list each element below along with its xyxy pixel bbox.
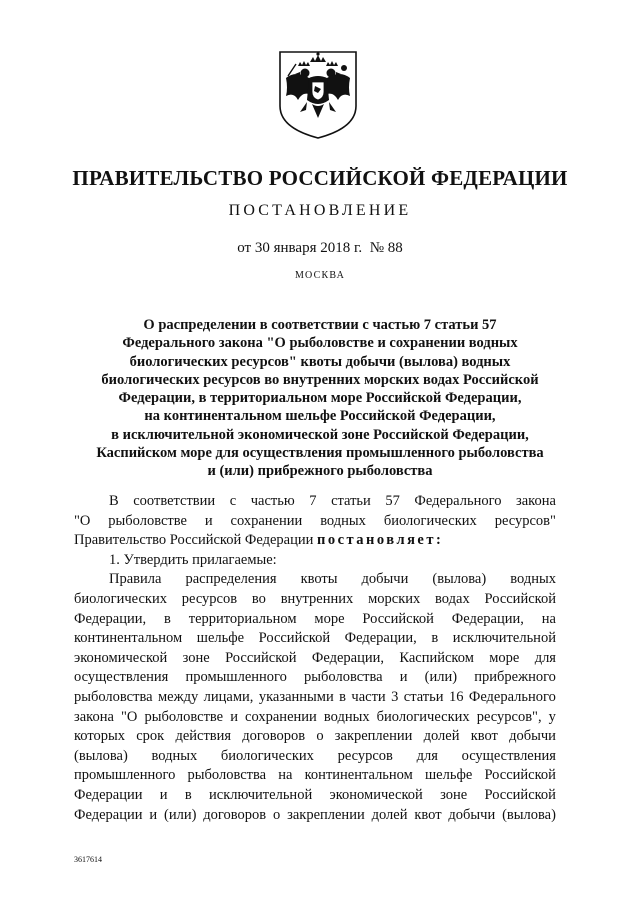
body-line: [74, 551, 556, 571]
word: и: [149, 806, 158, 823]
word: (или): [164, 806, 197, 823]
word: статьи: [403, 688, 444, 705]
word: рыболовства: [187, 767, 267, 784]
word: континентальном: [304, 767, 413, 784]
word: внутренних: [280, 590, 354, 607]
word: закреплении: [287, 806, 365, 823]
word: "О: [74, 512, 91, 529]
word: экономической: [329, 786, 423, 803]
body-line: [74, 649, 556, 669]
subject-line: на континентальном шельфе Российской Федерации,: [144, 408, 496, 425]
body-line: [74, 492, 556, 512]
body-text: Правительство Российской Федерации: [74, 532, 317, 549]
body-line: [74, 570, 556, 590]
word: экономической: [74, 649, 168, 666]
word: биологических: [220, 747, 314, 764]
number-sign: №: [369, 240, 384, 256]
word: соответствии: [133, 493, 216, 509]
word: водных: [510, 571, 556, 588]
word: добычи: [509, 728, 556, 745]
word: долей: [423, 728, 460, 745]
body-line: [74, 531, 556, 551]
word: Федерации,: [311, 649, 384, 666]
body-line: [74, 766, 556, 786]
body-line: [74, 590, 556, 610]
word: осуществления: [461, 747, 556, 764]
word: закона: [74, 708, 114, 725]
word: договоров: [203, 806, 267, 823]
word: биологических: [383, 512, 477, 529]
word: статьи: [331, 493, 371, 509]
word: водах: [435, 590, 470, 607]
word: квоты: [300, 571, 338, 588]
word: водных: [323, 708, 370, 725]
word: на: [278, 767, 293, 784]
word: 16: [448, 688, 464, 705]
word: квот: [470, 728, 498, 745]
word: Федерации,: [74, 610, 147, 627]
document-body: [74, 492, 556, 825]
body-line: [74, 727, 556, 747]
word: 3: [391, 688, 399, 705]
word: и: [204, 512, 213, 529]
body-line: [74, 786, 556, 806]
word: и: [159, 786, 168, 803]
word: море: [489, 649, 520, 666]
word: шельфе: [196, 630, 245, 647]
word: долей: [371, 806, 408, 823]
word: Федерации: [74, 786, 143, 803]
word: во: [251, 590, 266, 607]
word: водных: [320, 512, 366, 529]
word: (или): [424, 669, 458, 686]
word: которых: [74, 728, 126, 745]
body-line: [74, 747, 556, 767]
word: и: [230, 708, 238, 725]
word: закона: [516, 493, 556, 509]
word: Российской: [484, 590, 556, 607]
word: Российской: [225, 649, 297, 666]
body-line: [74, 512, 556, 532]
word: континентальном: [74, 630, 183, 647]
word: лицами,: [203, 688, 254, 705]
word: сохранении: [230, 512, 303, 529]
subject-line: и (или) прибрежного рыболовства: [207, 463, 433, 480]
subject-line: О распределении в соответствии с частью 7 статьи 57: [143, 317, 497, 333]
word: промышленного: [185, 669, 287, 686]
word: в: [339, 688, 346, 705]
word: квот: [414, 806, 442, 823]
word: морских: [368, 590, 421, 607]
word: Каспийском: [399, 649, 474, 666]
word: исключительной: [452, 630, 556, 647]
word: распределения: [185, 571, 277, 588]
word: (вылова): [502, 806, 556, 823]
word: закреплении: [334, 728, 413, 745]
document-type: ПОСТАНОВЛЕНИЕ: [228, 202, 412, 219]
word: частью: [250, 493, 295, 509]
subject-line: Каспийском море для осуществления промышленного рыболовства: [96, 445, 544, 462]
word: ресурсов": [494, 512, 556, 529]
word: между: [157, 688, 199, 705]
subject-line: Федерального закона "О рыболовстве и сохранении водных: [122, 335, 518, 352]
word: рыболовства: [74, 688, 153, 705]
word: (вылова): [74, 747, 128, 764]
word: добычи: [448, 806, 496, 823]
word: ресурсов",: [476, 708, 542, 725]
word: море: [314, 610, 345, 627]
word: территориальном: [188, 610, 297, 627]
word: шельфе: [425, 767, 473, 784]
word: для: [534, 649, 556, 666]
word: в: [184, 786, 192, 803]
word: Федерации,: [344, 630, 417, 647]
word: договоров: [242, 728, 306, 745]
word: Правила: [109, 571, 162, 588]
word: Российской: [484, 786, 556, 803]
word: срок: [136, 728, 165, 745]
word: биологических: [376, 708, 470, 725]
word: 7: [309, 493, 317, 509]
word: и: [399, 669, 408, 686]
word: о: [272, 806, 281, 823]
government-name: ПРАВИТЕЛЬСТВО РОССИЙСКОЙ ФЕДЕРАЦИИ: [72, 166, 568, 190]
word: рыболовства: [304, 669, 383, 686]
document-subject: [60, 316, 580, 481]
word: 57: [385, 493, 400, 509]
body-line: [74, 610, 556, 630]
body-line: [74, 629, 556, 649]
word: для: [416, 747, 438, 764]
word: Федерации,: [451, 610, 524, 627]
word: биологических: [74, 590, 167, 607]
word: части: [351, 688, 386, 705]
body-line: [74, 668, 556, 688]
word: зоне: [182, 649, 210, 666]
document-date-and-number: [0, 240, 640, 257]
word: осуществления: [74, 669, 169, 686]
item-1: 1. Утвердить прилагаемые:: [109, 551, 277, 568]
word: действия: [175, 728, 232, 745]
word: о: [316, 728, 324, 745]
word: прибрежного: [474, 669, 556, 686]
document-number: 88: [387, 240, 403, 256]
word: Федерации: [74, 806, 143, 823]
word: исключительной: [209, 786, 313, 803]
city: МОСКВА: [294, 270, 346, 281]
document-date: от 30 января 2018 г.: [237, 240, 363, 256]
document-code: 3617614: [74, 855, 102, 864]
word: с: [229, 493, 237, 509]
word: ресурсов: [181, 590, 238, 607]
word: Федерального: [414, 493, 502, 509]
word: Российской: [484, 767, 556, 784]
word: (вылова): [432, 571, 487, 588]
word: указанными: [258, 688, 334, 705]
word: рыболовстве: [108, 512, 187, 529]
subject-line: биологических ресурсов" квоты добычи (вылова) водных: [129, 353, 511, 370]
word: промышленного: [74, 767, 176, 784]
word: сохранении: [245, 708, 317, 725]
word: "О: [121, 708, 138, 725]
resolves-keyword: постановляет:: [316, 532, 444, 549]
word: рыболовстве: [144, 708, 224, 725]
word: ресурсов: [337, 747, 393, 764]
body-line: [74, 708, 556, 728]
word: у: [548, 708, 556, 725]
subject-line: в исключительной экономической зоне Российской Федерации,: [111, 426, 529, 443]
word: зоне: [440, 786, 468, 803]
word: в: [431, 630, 439, 647]
word: В: [109, 493, 119, 509]
body-line: [74, 688, 556, 708]
subject-line: биологических ресурсов во внутренних морских водах Российской: [101, 371, 539, 388]
subject-line: Федерации, в территориальном море Российской Федерации,: [118, 390, 522, 407]
word: в: [164, 610, 171, 627]
word: Федерального: [468, 688, 556, 705]
word: Российской: [258, 630, 331, 647]
word: добычи: [361, 571, 409, 588]
word: на: [541, 610, 556, 627]
body-line: [74, 806, 556, 826]
word: Российской: [362, 610, 434, 627]
coat-of-arms-emblem-icon: [276, 48, 360, 142]
word: водных: [151, 747, 198, 764]
